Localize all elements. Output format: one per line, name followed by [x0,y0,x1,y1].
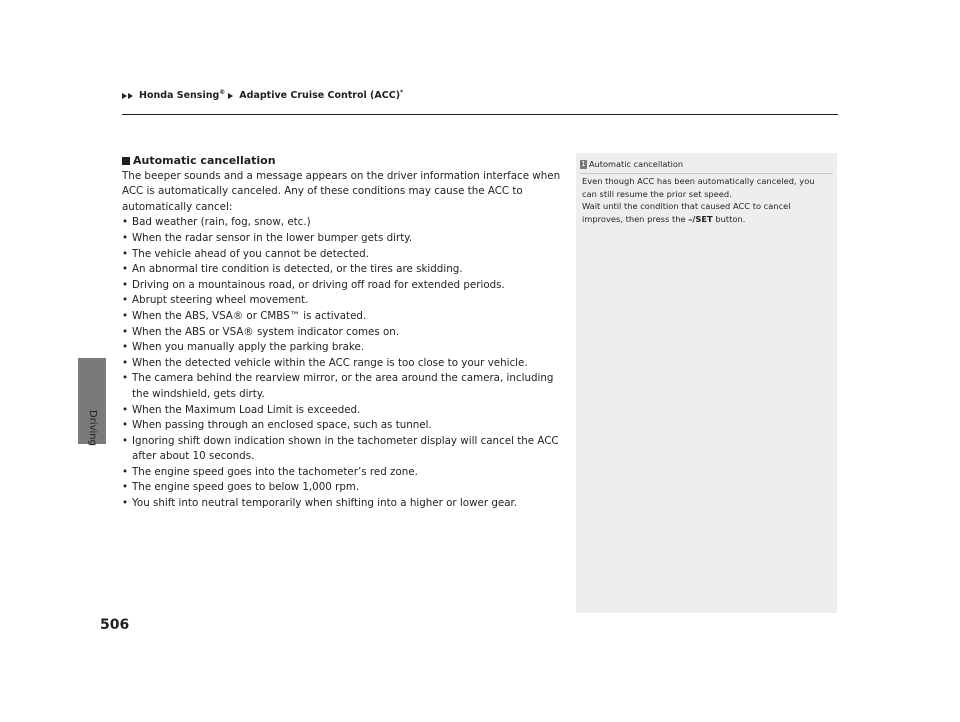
list-item [122,434,562,465]
list-item-text: When the ABS or VSA® system indicator comes on. [132,325,400,338]
list-item [122,418,562,434]
list-item [122,293,562,309]
chapter-label: Driving [87,410,98,446]
breadcrumb [122,90,403,101]
list-item [122,215,562,231]
page-number: 506 [100,617,130,633]
list-item [122,262,562,278]
bullet-dot-icon: • [122,465,129,478]
breadcrumb-arrows-icon [122,93,134,99]
bullet-dot-icon: • [122,497,129,510]
bullet-dot-icon: • [122,481,129,494]
note-divider [580,173,833,174]
section-heading: Automatic cancellation [122,153,562,169]
note-title: Automatic cancellation [589,159,684,169]
breadcrumb-item-acc[interactable]: Adaptive Cruise Control (ACC)* [239,88,404,101]
list-item-text: An abnormal tire condition is detected, or the tires are skidding. [132,263,463,276]
note-paragraph-1: Even though ACC has been automatically canceled, you can still resume the prior set speed. [582,176,815,199]
bullet-dot-icon: • [122,419,129,432]
list-item [122,403,562,419]
square-bullet-icon [122,157,130,165]
list-item-text: When the ABS, VSA® or CMBS™ is activated. [132,309,367,322]
list-item-text: Driving on a mountainous road, or driving off road for extended periods. [132,278,505,291]
note-body [582,175,832,225]
list-item [122,278,562,294]
bullet-dot-icon: • [122,372,129,385]
intro-paragraph: The beeper sounds and a message appears on the driver information interface when ACC is automatically canceled. Any of these conditions may cause the ACC to automatically cancel: [122,169,561,213]
list-item-text: When the radar sensor in the lower bumper gets dirty. [132,231,413,244]
list-item [122,371,562,402]
breadcrumb-arrow-icon [228,93,234,99]
breadcrumb-item-honda-sensing[interactable]: Honda Sensing® [139,88,226,101]
bullet-dot-icon: • [122,356,129,369]
list-item-text: When the detected vehicle within the ACC range is too close to your vehicle. [132,356,528,369]
bullet-dot-icon: • [122,309,129,322]
main-content [122,153,562,512]
set-button-label: –/SET [688,213,713,224]
list-item-text: You shift into neutral temporarily when shifting into a higher or lower gear. [132,497,518,510]
note-paragraph-2: Wait until the condition that caused ACC to cancel improves, then press the –/SET button. [582,201,791,224]
list-item [122,231,562,247]
list-item-text: Ignoring shift down indication shown in the tachometer display will cancel the ACC after about 10 seconds. [132,434,559,463]
list-item [122,465,562,481]
header-divider [122,114,838,115]
bullet-dot-icon: • [122,403,129,416]
list-item [122,325,562,341]
bullet-dot-icon: • [122,434,129,447]
bullet-dot-icon: • [122,263,129,276]
bullet-dot-icon: • [122,278,129,291]
note-marker-icon: 1 [581,159,586,168]
list-item [122,247,562,263]
list-item-text: The engine speed goes into the tachometer’s red zone. [132,465,418,478]
bullet-dot-icon: • [122,247,129,260]
note-sidebar [576,153,837,613]
conditions-list [122,215,562,511]
bullet-dot-icon: • [122,325,129,338]
list-item-text: The engine speed goes to below 1,000 rpm. [132,481,360,494]
list-item-text: Bad weather (rain, fog, snow, etc.) [132,216,311,229]
list-item-text: The vehicle ahead of you cannot be detected. [132,247,369,260]
list-item [122,480,562,496]
list-item-text: When the Maximum Load Limit is exceeded. [132,403,361,416]
list-item-text: When passing through an enclosed space, such as tunnel. [132,419,432,432]
bullet-dot-icon: • [122,294,129,307]
bullet-dot-icon: • [122,216,129,229]
list-item [122,496,562,512]
list-item [122,356,562,372]
list-item-text: Abrupt steering wheel movement. [132,294,309,307]
bullet-dot-icon: • [122,231,129,244]
list-item [122,340,562,356]
list-item-text: The camera behind the rearview mirror, or the area around the camera, including the windshield, gets dirty. [132,372,554,400]
note-header [580,159,683,169]
list-item-text: When you manually apply the parking brake. [132,341,365,354]
bullet-dot-icon: • [122,341,129,354]
list-item [122,309,562,325]
